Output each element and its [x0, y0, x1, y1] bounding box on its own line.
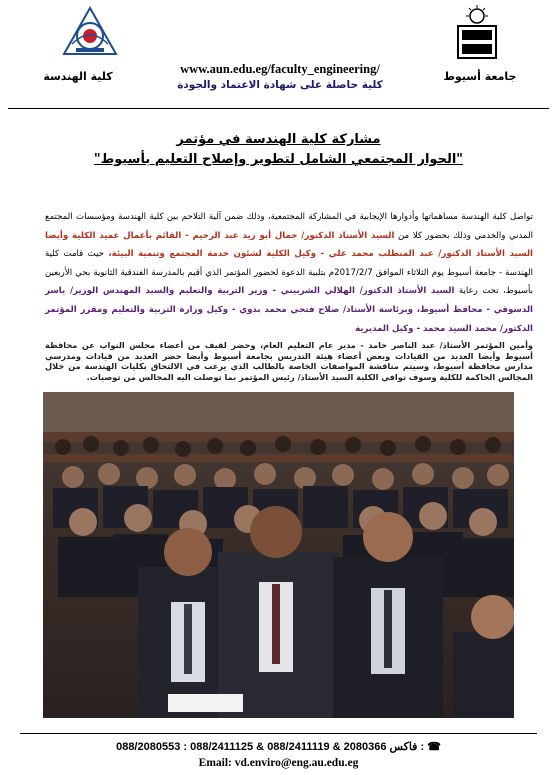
contact-phones: 088/2080553 : فاكس 2080366 & 088/2411119 & 088/2411125 : ☎ — [116, 741, 441, 753]
conference-title: "الحوار المجتمعي الشامل لتطوير وإصلاح التعليم بأسيوط" — [93, 152, 464, 167]
faculty-logo-icon — [58, 4, 122, 58]
contact-email[interactable]: Email: vd.enviro@eng.au.edu.eg — [198, 757, 359, 769]
faculty-url: www.aun.edu.eg/faculty_engineering/ — [180, 62, 380, 76]
faculty-name: كلية الهندسة — [43, 70, 113, 83]
body-intro: تواصل كلية الهندسة مساهماتها وأدوارها الإيجابية في المشاركة المجتمعية، وذلك ضمن آلية التلاحم بين كلية الهندسة ومؤسسات المجتمع المدني والخدمي وذلك بحضور كلا من — [45, 212, 534, 241]
university-logo-icon — [448, 4, 506, 62]
conference-photo — [43, 392, 514, 718]
accreditation-note: كلية حاصلة على شهادة الاعتماد والجودة — [177, 79, 383, 91]
page-title: مشاركة كلية الهندسة في مؤتمر — [176, 132, 381, 147]
body-closing: وأمين المؤتمر الأستاذ/ عبد الناصر حامد - مدير عام التعليم العام، وحضر لفيف من أعضاء مجلس النواب عن محافظة أسيوط وأيضا العديد من القيادات وبعض أعضاء هيئة التدريس بجامعة أسيوط وأيضا حضر العديد من قيادات ومدرسي مدارس محافظة أسيوط، وسيتم مناقشة المواصفات الخاصة بالطالب الذي يرغب في الالتحاق بكليات الهندسة من خلال المجالس الحاكمة للكلية وسوف توافي الكلية السيد الأستاذ/ رئيس المؤتمر بما توصلت اليه المجالس من توصيات. — [45, 340, 533, 382]
body-attendees: السيد الأستاذ الدكتور/ جمال أبو زيد عبد الرحيم - القائم بأعمال عميد الكلية وأيضا السيد الأستاذ الدكتور/ عبد المنطلب محمد علي - وكيل الكلية لشئون خدمة المجتمع وتنمية البيئة، — [45, 230, 534, 260]
footer-divider — [20, 733, 537, 734]
article-body — [45, 208, 533, 382]
university-name: جامعة أسيوط — [443, 70, 517, 83]
body-event: حيث قامت كلية الهندسة - جامعة أسيوط يوم الثلاثاء الموافق 2017/2/7م بتلبية الدعوة لحضور المؤتمر الذي أقيم بالمدرسة الفندقية الثانوية بحي الأربعين بأسيوط، تحت رعاية — [45, 249, 534, 297]
letterhead — [0, 0, 557, 115]
body-patronage: السيد الأستاذ الدكتور/ الهلالي الشربيني - وزير التربية والتعليم والسيد المهندس الوزير/ ياسر الدسوقي - محافظ أسيوط، وبرئاسة الأستاذ/ صلاح فتحي محمد بدوي - وكيل وزارة التربية والتعليم ومقرر المؤتمر الدكتور/ محمد السيد محمد - وكيل المديرية — [45, 286, 533, 334]
header-divider — [8, 108, 549, 109]
